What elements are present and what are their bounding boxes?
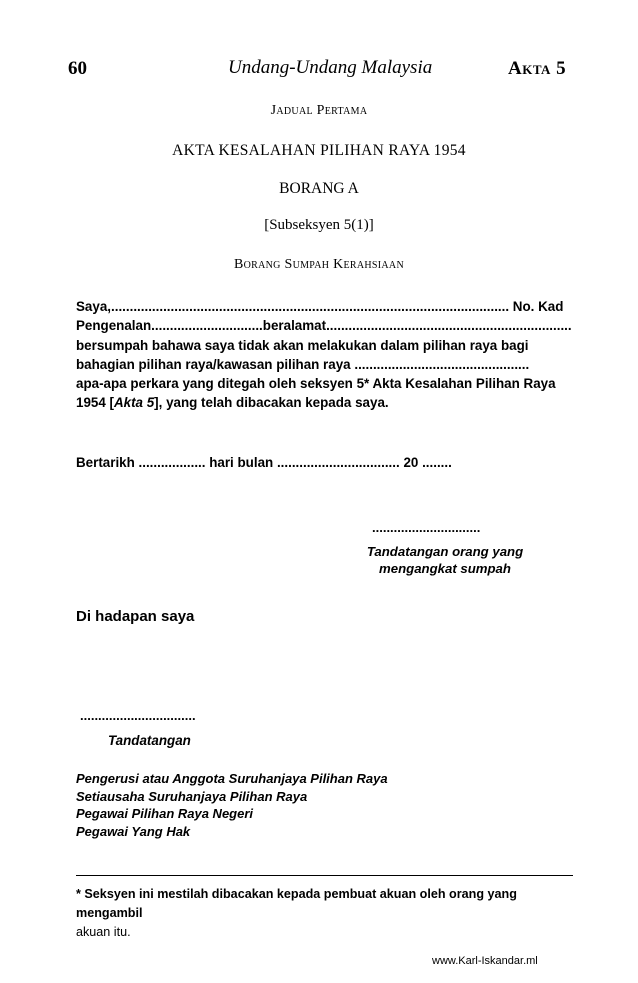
year-prefix: 20 — [403, 455, 419, 470]
schedule-heading: Jadual Pertama — [270, 103, 368, 118]
body-line-1 — [76, 297, 574, 316]
officer-item: Setiausaha Suruhanjaya Pilihan Raya — [76, 788, 308, 804]
id-number-field[interactable]: .............................. — [151, 318, 263, 334]
footnote-divider — [76, 875, 573, 876]
act-label: Akta 5 — [508, 58, 567, 79]
officer-item: Pengerusi atau Anggota Suruhanjaya Pilihan Raya — [76, 771, 388, 786]
watermark: www.Karl-Iskandar.ml — [432, 955, 538, 967]
officer-list — [76, 770, 388, 840]
body-line-6-b: ], yang telah dibacakan kepada saya. — [154, 395, 389, 411]
officer-item: Pegawai Yang Hak — [76, 823, 191, 839]
address-field[interactable]: .................................................................. — [326, 318, 572, 334]
body-line-3: bersumpah bahawa saya tidak akan melakukan dalam pilihan raya bagi — [76, 337, 529, 353]
footnote-text-cont: akuan itu. — [76, 925, 131, 939]
month-field[interactable]: ................................. — [273, 455, 404, 470]
body-line-6 — [76, 393, 574, 412]
deponent-signature-field[interactable]: .............................. — [372, 520, 481, 535]
footnote-text: Seksyen ini mestilah dibacakan kepada pembuat akuan oleh orang yang mengambil — [76, 887, 517, 920]
witness-signature-field[interactable]: ................................ — [80, 708, 196, 723]
footnote-mark: * — [76, 887, 81, 901]
oath-body — [76, 297, 574, 413]
act-reference: Akta 5 — [113, 395, 155, 411]
name-label: Saya, — [76, 299, 111, 314]
date-label: Bertarikh — [76, 455, 135, 470]
body-line-6-a: 1954 [ — [76, 395, 114, 411]
name-field[interactable]: ........................................................................................................... — [111, 299, 510, 314]
id-label-cont: Pengenalan — [76, 318, 152, 334]
subsection-reference: [Subseksyen 5(1)] — [264, 217, 374, 233]
constituency-field[interactable]: ............................................... — [354, 356, 530, 372]
witness-signature-label: Tandatangan — [108, 733, 191, 748]
form-title: Borang Sumpah Kerahsiaan — [234, 257, 404, 272]
day-field[interactable]: .................. — [134, 455, 210, 470]
officer-item: Pegawai Pilihan Raya Negeri — [76, 806, 254, 821]
page-number: 60 — [68, 58, 87, 79]
year-field[interactable]: ........ — [418, 455, 452, 470]
id-label: No. Kad — [509, 299, 564, 314]
body-line-2 — [76, 316, 574, 335]
before-me-label: Di hadapan saya — [76, 608, 195, 625]
act-title: AKTA KESALAHAN PILIHAN RAYA 1954 — [172, 142, 466, 159]
body-line-4 — [76, 355, 574, 374]
constituency-label: bahagian pilihan raya/kawasan pilihan raya — [76, 356, 355, 372]
footnote — [76, 885, 576, 942]
body-line-5: apa-apa perkara yang ditegah oleh seksyen 5* Akta Kesalahan Pilihan Raya — [76, 376, 556, 392]
day-month-label: hari bulan — [209, 455, 274, 470]
date-line — [76, 455, 452, 470]
deponent-signature-caption: Tandatangan orang yang mengangkat sumpah — [366, 544, 524, 576]
running-title: Undang-Undang Malaysia — [228, 57, 433, 78]
form-name: BORANG A — [279, 180, 359, 197]
address-label: beralamat — [262, 318, 327, 334]
